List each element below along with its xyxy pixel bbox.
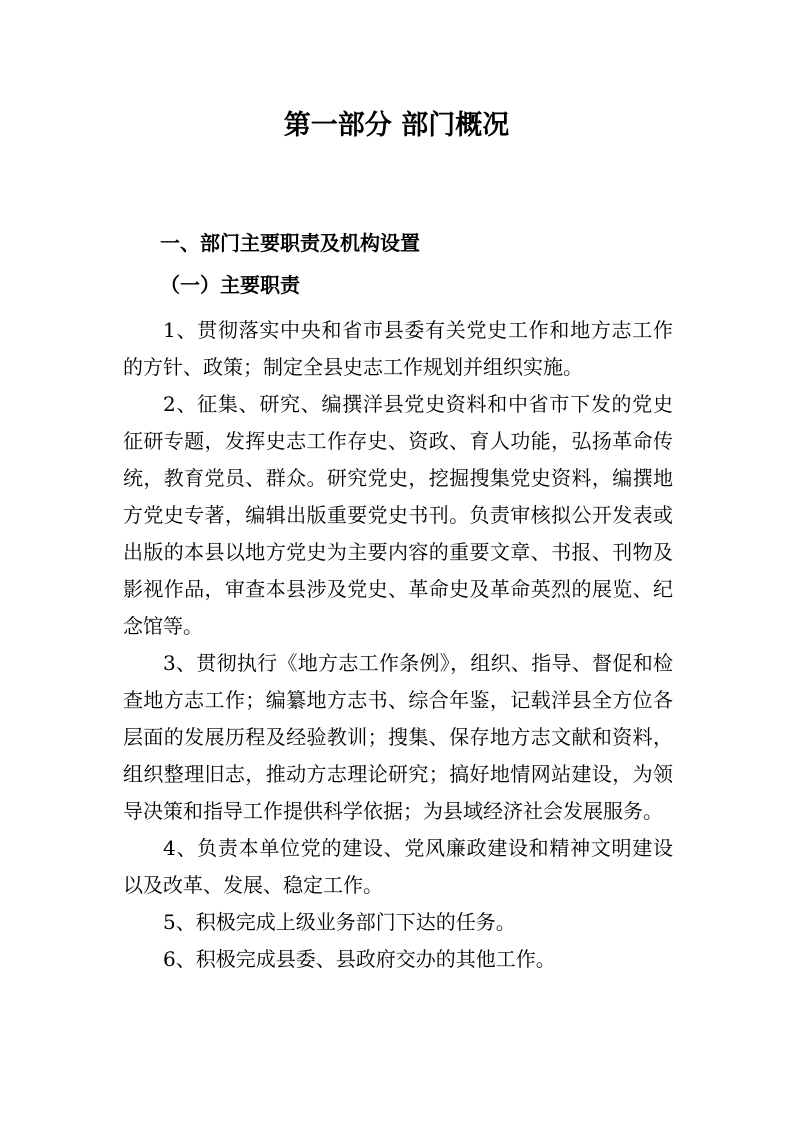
subsection-heading: （一）主要职责 bbox=[160, 273, 300, 297]
paragraph-2: 2、征集、研究、编撰洋县党史资料和中省市下发的党史征研专题，发挥史志工作存史、资政、育人功能，弘扬革命传统，教育党员、群众。研究党史，挖掘搜集党史资料，编撰地方党史专著，编辑出版重要党史书刊。负责审核拟公开发表或出版的本县以地方党史为主要内容的重要文章、书报、刊物及影视作品，审查本县涉及党史、革命史及革命英烈的展览、纪念馆等。 bbox=[123, 392, 673, 638]
paragraph-4: 4、负责本单位党的建设、党风廉政建设和精神文明建设以及改革、发展、稳定工作。 bbox=[123, 836, 673, 897]
section-heading: 一、部门主要职责及机构设置 bbox=[160, 231, 420, 255]
body-text bbox=[123, 312, 673, 978]
page-title: 第一部分 部门概况 bbox=[283, 110, 510, 141]
paragraph-5: 5、积极完成上级业务部门下达的任务。 bbox=[163, 910, 516, 934]
paragraph-6: 6、积极完成县委、县政府交办的其他工作。 bbox=[163, 947, 556, 971]
paragraph-3: 3、贯彻执行《地方志工作条例》，组织、指导、督促和检查地方志工作；编纂地方志书、综合年鉴，记载洋县全方位各层面的发展历程及经验教训；搜集、保存地方志文献和资料，组织整理旧志，推动方志理论研究；搞好地情网站建设，为领导决策和指导工作提供科学依据；为县域经济社会发展服务。 bbox=[123, 651, 673, 823]
paragraph-1: 1、贯彻落实中央和省市县委有关党史工作和地方志工作的方针、政策；制定全县史志工作规划并组织实施。 bbox=[123, 318, 673, 379]
